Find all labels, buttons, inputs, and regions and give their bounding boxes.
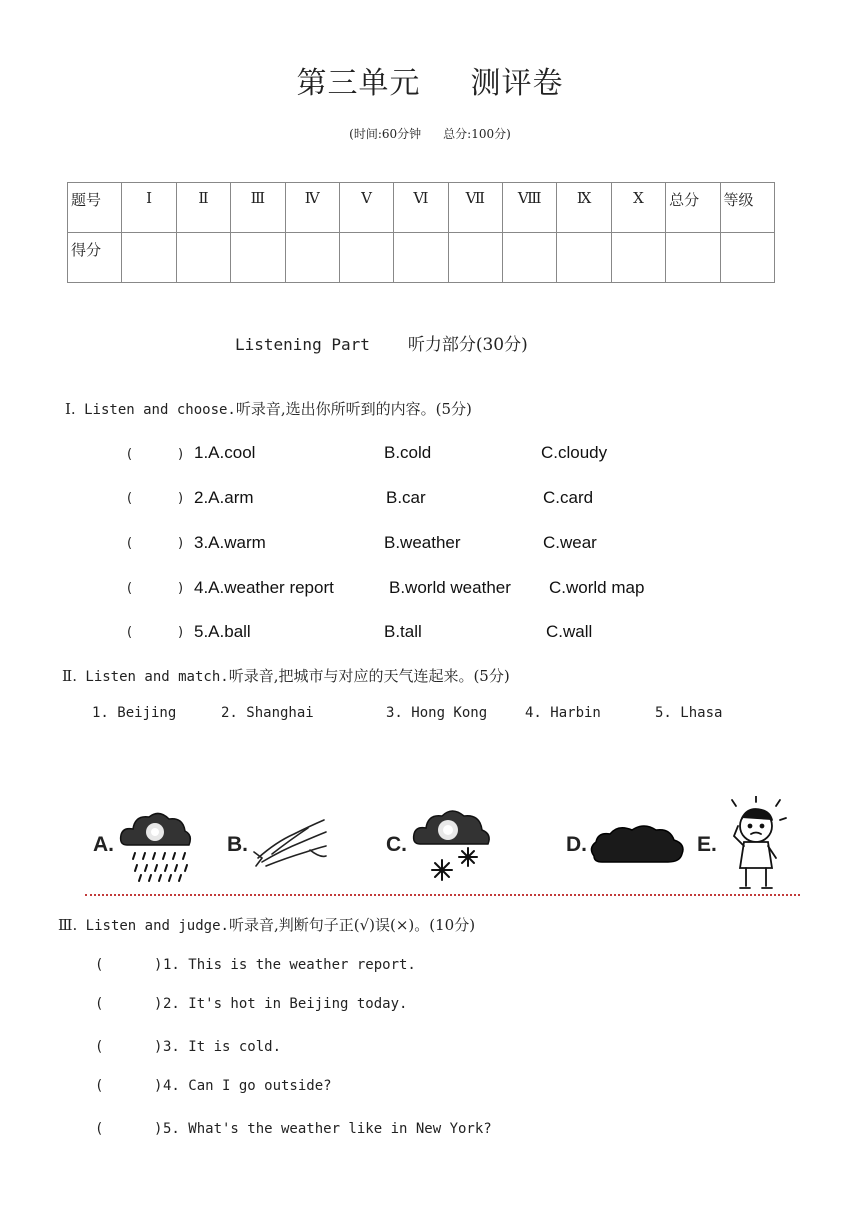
- title-test: 测评卷: [470, 66, 564, 101]
- section-3-heading: [58, 914, 475, 935]
- picture-label-c: C.: [386, 833, 407, 856]
- option-b: B.cold: [384, 443, 432, 462]
- city-lhasa: 5. Lhasa: [655, 705, 723, 721]
- answer-blank-close: ): [154, 1039, 163, 1055]
- judge-sentence: 2. It's hot in Beijing today.: [163, 996, 408, 1012]
- option-a: 5.A.ball: [194, 622, 251, 641]
- answer-blank-open[interactable]: (: [95, 1078, 104, 1094]
- table-cell: Ⅴ: [339, 183, 393, 233]
- answer-blank-close: ): [178, 581, 184, 596]
- section-instruction-cn: 听录音,把城市与对应的天气连起来。(5分): [228, 667, 510, 685]
- answer-blank-close: ): [178, 536, 184, 551]
- option-b: B.weather: [384, 533, 461, 552]
- city-shanghai: 2. Shanghai: [221, 705, 314, 721]
- score-input-cell[interactable]: [176, 233, 230, 283]
- section-instruction-cn: 听录音,判断句子正(√)误(×)。(10分): [228, 916, 476, 934]
- section-2-heading: [62, 665, 510, 686]
- answer-blank-open[interactable]: (: [95, 1039, 104, 1055]
- score-input-cell[interactable]: [339, 233, 393, 283]
- score-table: [67, 182, 775, 283]
- time-limit: (时间:60分钟: [349, 127, 422, 141]
- score-input-cell[interactable]: [720, 233, 775, 283]
- answer-blank-close: ): [178, 447, 184, 462]
- answer-blank-open[interactable]: (: [127, 625, 133, 640]
- answer-blank-close: ): [154, 1078, 163, 1094]
- answer-blank-open[interactable]: (: [127, 536, 133, 551]
- table-cell: 题号: [68, 183, 122, 233]
- table-cell: Ⅳ: [285, 183, 339, 233]
- score-input-cell[interactable]: [557, 233, 611, 283]
- table-cell: Ⅰ: [122, 183, 176, 233]
- option-b: B.world weather: [389, 578, 511, 597]
- option-c: C.world map: [549, 578, 645, 597]
- judge-sentence: 4. Can I go outside?: [163, 1078, 332, 1094]
- rain-cloud-icon: [115, 805, 195, 885]
- section-number: Ⅰ.: [65, 400, 76, 418]
- total-score: 总分:100分): [443, 127, 511, 141]
- answer-blank-open[interactable]: (: [127, 491, 133, 506]
- answer-blank-close: ): [154, 1121, 163, 1137]
- table-cell: 等级: [720, 183, 775, 233]
- option-a: 2.A.arm: [194, 488, 254, 507]
- table-cell: Ⅱ: [176, 183, 230, 233]
- picture-label-e: E.: [697, 833, 717, 856]
- score-input-cell[interactable]: [611, 233, 665, 283]
- cloudy-icon: [588, 820, 688, 870]
- answer-blank-open[interactable]: (: [127, 447, 133, 462]
- answer-blank-open[interactable]: (: [95, 996, 104, 1012]
- listening-title-en: Listening Part: [235, 335, 370, 354]
- score-input-cell[interactable]: [666, 233, 720, 283]
- city-beijing: 1. Beijing: [92, 705, 177, 721]
- section-instruction-en: Listen and choose.: [75, 402, 236, 418]
- judge-sentence: 5. What's the weather like in New York?: [163, 1121, 492, 1137]
- section-1-heading: [65, 398, 472, 419]
- score-input-cell[interactable]: [394, 233, 448, 283]
- option-c: C.card: [543, 488, 594, 507]
- option-c: C.wall: [546, 622, 593, 641]
- answer-blank-close: ): [154, 957, 163, 973]
- option-a: 1.A.cool: [194, 443, 256, 462]
- option-c: C.wear: [543, 533, 597, 552]
- score-input-cell[interactable]: [231, 233, 285, 283]
- city-hong-kong: 3. Hong Kong: [386, 705, 488, 721]
- option-c: C.cloudy: [541, 443, 608, 462]
- hot-boy-icon: [722, 796, 792, 894]
- table-cell: Ⅹ: [611, 183, 665, 233]
- section-instruction-en: Listen and match.: [76, 669, 229, 685]
- option-a: 3.A.warm: [194, 533, 266, 552]
- listening-title-cn: 听力部分(30分): [407, 335, 528, 355]
- answer-blank-close: ): [178, 491, 184, 506]
- wind-icon: [250, 812, 330, 872]
- option-b: B.tall: [384, 622, 422, 641]
- section-instruction-cn: 听录音,选出你所听到的内容。(5分): [235, 400, 472, 418]
- table-cell: Ⅵ: [394, 183, 448, 233]
- answer-blank-open[interactable]: (: [95, 957, 104, 973]
- picture-label-b: B.: [227, 833, 248, 856]
- city-harbin: 4. Harbin: [525, 705, 601, 721]
- listening-part-heading: [235, 330, 528, 355]
- section-instruction-en: Listen and judge.: [77, 918, 229, 934]
- picture-label-d: D.: [566, 833, 587, 856]
- table-cell: Ⅲ: [231, 183, 285, 233]
- answer-blank-close: ): [178, 625, 184, 640]
- snow-cloud-icon: [412, 802, 497, 887]
- title-unit: 第三单元: [296, 66, 421, 101]
- answer-blank-open[interactable]: (: [127, 581, 133, 596]
- score-table-score-row: [68, 233, 775, 283]
- dotted-divider: [85, 894, 800, 896]
- picture-label-a: A.: [93, 833, 114, 856]
- score-table-header-row: [68, 183, 775, 233]
- option-b: B.car: [386, 488, 426, 507]
- section-number: Ⅲ.: [58, 916, 78, 934]
- page-title: [0, 58, 860, 102]
- table-cell: 得分: [68, 233, 122, 283]
- table-cell: 总分: [666, 183, 720, 233]
- table-cell: Ⅶ: [448, 183, 502, 233]
- answer-blank-open[interactable]: (: [95, 1121, 104, 1137]
- section-number: Ⅱ.: [62, 667, 77, 685]
- score-input-cell[interactable]: [122, 233, 176, 283]
- judge-sentence: 3. It is cold.: [163, 1039, 282, 1055]
- subtitle: [0, 125, 860, 142]
- table-cell: Ⅸ: [557, 183, 611, 233]
- option-a: 4.A.weather report: [194, 578, 334, 597]
- score-input-cell[interactable]: [448, 233, 502, 283]
- score-input-cell[interactable]: [503, 233, 557, 283]
- score-input-cell[interactable]: [285, 233, 339, 283]
- judge-sentence: 1. This is the weather report.: [163, 957, 416, 973]
- table-cell: Ⅷ: [503, 183, 557, 233]
- answer-blank-close: ): [154, 996, 163, 1012]
